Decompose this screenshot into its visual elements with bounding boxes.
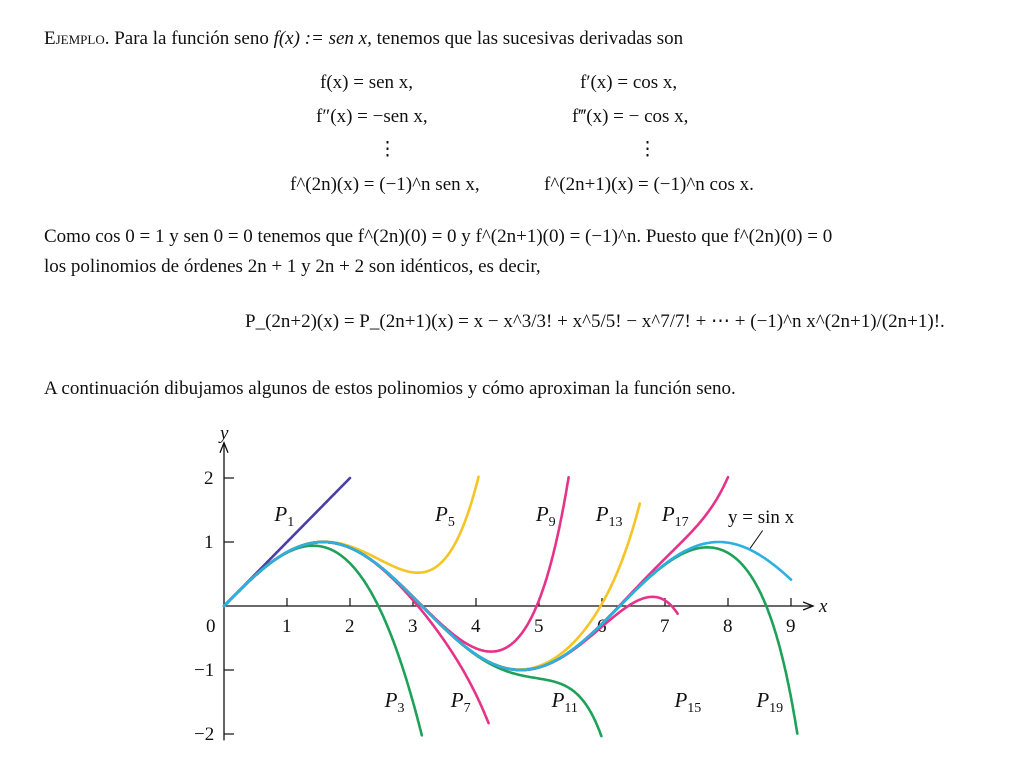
taylor-chart [0,408,1024,768]
deriv-r2-right: f‴(x) = − cos x, [572,106,689,127]
example-label: Ejemplo. [44,28,110,49]
vdots-left: ⋮ [378,139,397,160]
chart-axes [194,423,828,745]
x-tick-label: 3 [408,616,418,637]
example-rest: tenemos que las sucesivas derivadas son [376,28,684,49]
curve-p19 [224,542,797,734]
paragraph3: A continuación dibujamos algunos de estos polinomios y cómo aproximan la función seno. [44,378,736,399]
x-tick-label: 9 [786,616,796,637]
label-p1: $P_1$ [274,502,295,531]
label-p19: $P_{19}$ [756,687,784,716]
y-tick-label: −2 [194,724,215,745]
y-axis-label: y [220,422,229,444]
x-axis-label: x [819,596,828,617]
label-p15: $P_{15}$ [674,687,702,716]
y-tick-label: −1 [194,660,215,681]
curve-p5 [224,477,479,606]
label-p17: $P_{17}$ [661,502,689,531]
x-tick-label: 0 [206,616,216,637]
example-intro: Para la función seno [114,28,269,49]
example-fdef: f(x) := sen x, [273,28,372,49]
x-tick-label: 8 [723,616,733,637]
deriv-r1-right: f′(x) = cos x, [580,72,678,93]
label-p5: $P_5$ [435,502,455,531]
label-p7: $P_7$ [450,687,471,716]
x-tick-label: 1 [282,616,292,637]
x-tick-label: 5 [534,616,544,637]
x-tick-label: 6 [597,616,607,637]
y-tick-label: 2 [204,468,214,489]
label-p3: $P_3$ [384,687,405,716]
label-p9: $P_9$ [535,502,556,531]
example-line [44,28,683,50]
deriv-r3-left: f^(2n)(x) = (−1)^n sen x, [290,174,480,195]
label-sin: y = sin x [728,506,795,528]
deriv-r3-right: f^(2n+1)(x) = (−1)^n cos x. [544,174,754,195]
vdots-right: ⋮ [638,139,657,160]
deriv-r1-left: f(x) = sen x, [320,72,414,93]
label-p11: $P_{11}$ [551,687,578,716]
deriv-r2-left: f″(x) = −sen x, [316,106,428,127]
x-tick-label: 7 [660,616,670,637]
taylor-formula: P_(2n+2)(x) = P_(2n+1)(x) = x − x^3/3! + x^5/5! − x^7/7! + ⋯ + (−1)^n x^(2n+1)/(2n+1)!. [245,311,945,332]
paragraph2-line2: los polinomios de órdenes 2n + 1 y 2n + 2 son idénticos, es decir, [44,256,541,277]
x-tick-label: 2 [345,616,355,637]
sin-label-pointer [750,530,763,548]
x-tick-label: 4 [471,616,481,637]
y-tick-label: 1 [204,532,214,553]
paragraph2-line1: Como cos 0 = 1 y sen 0 = 0 tenemos que f^(2n)(0) = 0 y f^(2n+1)(0) = (−1)^n. Puesto que f^(2n)(0) = 0 [44,226,833,247]
label-p13: $P_{13}$ [595,502,623,531]
